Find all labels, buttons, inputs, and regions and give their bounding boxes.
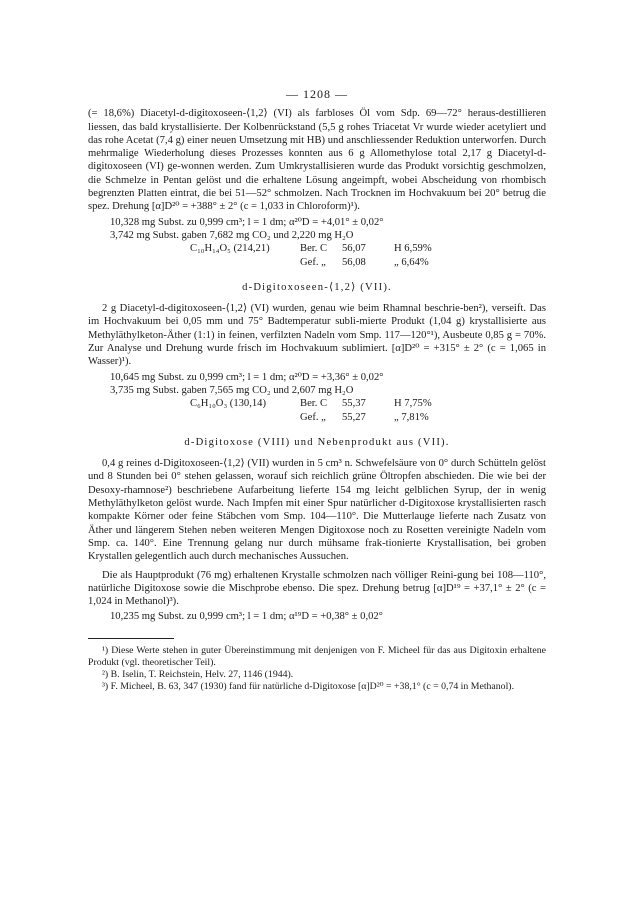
analysis-row-ber-2 — [88, 397, 546, 410]
rotation-measurement-3: 10,235 mg Subst. zu 0,999 cm³; l = 1 dm; α¹⁹D = +0,38° ± 0,02° — [110, 611, 383, 623]
paragraph-4: Die als Hauptprodukt (76 mg) erhaltenen Krystalle schmolzen nach völliger Reini-gung bei 108—110°, natürliche Digitoxose sowie die Mischprobe ebenso. Die spez. Drehung betrug [α]D¹⁹ = +37,1° ± 2° (c = 1,024 in Methanol)³). — [88, 569, 546, 608]
gef-label: Gef. „ — [300, 411, 326, 423]
paragraph-2: 2 g Diacetyl-d-digitoxoseen-⟨1,2⟩ (VI) wurden, genau wie beim Rhamnal beschrie-ben²), verseift. Das im Hochvakuum bei 0,05 mm und 75° Badtemperatur subli-mierte Produkt (1,04 g) krystallisierte aus Methyläthylketon-Äther (1:1) in feinen, verfilzten Nadeln vom Smp. 117—120°¹), Ausbeute 0,85 g = 70%. Zur Analyse und Drehung wurde frisch im Hochvakuum sublimiert. [α]D²⁰ = +315° ± 2° (c = 1,065 in Wasser)¹). — [88, 303, 546, 368]
combustion-result-2: 3,735 mg Subst. gaben 7,565 mg CO₂ und 2,607 mg H₂O — [110, 384, 354, 396]
ber-label: Ber. C — [300, 398, 328, 410]
combustion-result-1: 3,742 mg Subst. gaben 7,682 mg CO₂ und 2,220 mg H₂O — [110, 229, 354, 241]
gef-hydrogen-value: „ 7,81% — [394, 411, 429, 423]
section-heading-1: d-Digitoxoseen-⟨1,2⟩ (VII). — [242, 281, 392, 293]
analysis-row-gef-2 — [88, 411, 546, 424]
rotation-measurement-2: 10,645 mg Subst. zu 0,999 cm³; l = 1 dm; α²⁰D = +3,36° ± 0,02° — [110, 371, 384, 383]
footnote-2: ²) B. Iselin, T. Reichstein, Helv. 27, 1146 (1944). — [102, 669, 294, 681]
ber-hydrogen-value: H 6,59% — [394, 243, 432, 255]
gef-carbon-value: 55,27 — [342, 411, 366, 423]
gef-label: Gef. „ — [300, 256, 326, 268]
gef-hydrogen-value: „ 6,64% — [394, 256, 429, 268]
molecular-formula-1: C₁₀H₁₄O₅ (214,21) — [190, 243, 270, 255]
data-block-1 — [88, 216, 546, 269]
rotation-measurement-1: 10,328 mg Subst. zu 0,999 cm³; l = 1 dm; α²⁰D = +4,01° ± 0,02° — [110, 216, 384, 228]
molecular-formula-2: C₆H₁₀O₃ (130,14) — [190, 398, 266, 410]
document-page — [88, 88, 546, 694]
ber-carbon-value: 56,07 — [342, 243, 366, 255]
footnote-divider — [88, 638, 174, 639]
gef-carbon-value: 56,08 — [342, 256, 366, 268]
ber-hydrogen-value: H 7,75% — [394, 398, 432, 410]
section-heading-2: d-Digitoxose (VIII) und Nebenprodukt aus (VII). — [184, 436, 450, 448]
paragraph-3: 0,4 g reines d-Digitoxoseen-⟨1,2⟩ (VII) wurden in 5 cm³ n. Schwefelsäure von 0° durch Schütteln gelöst und 8 Stunden bei 0° stehen gelassen, worauf sich reichlich grüne Öltropfen abschieden. Die wie bei der Desoxy-rhamnose²) beschriebene Aufarbeitung lieferte 154 mg leicht gelblichen Syrup, der in wenig Methyläthylketon gelöst wurde. Nach Impfen mit einer Spur natürlicher d-Digitoxose krystallisierten rasch kompakte Körner oder feine Stäbchen vom Smp. 104—110°. Die Mutterlauge lieferte nach Zusatz von Äther und längerem Stehen neben weiteren Mengen Digitoxose noch zu Rosetten vereinigte Nadeln vom Smp. ca. 140°. Eine Trennung gelang nur durch mühsame frak-tionierte Krystallisation, bei groben Krystallen gelegentlich auch durch mechanisches Aussuchen. — [88, 458, 546, 563]
ber-carbon-value: 55,37 — [342, 398, 366, 410]
footnote-1: ¹) Diese Werte stehen in guter Übereinstimmung mit denjenigen von F. Micheel für das aus Digitoxin erhaltene Produkt (vgl. theoretischer Teil). — [88, 644, 546, 668]
ber-label: Ber. C — [300, 243, 328, 255]
footnote-3: ³) F. Micheel, B. 63, 347 (1930) fand für natürliche d-Digitoxose [α]D²⁰ = +38,1° (c = 0,74 in Methanol). — [102, 681, 515, 693]
paragraph-1: (= 18,6%) Diacetyl-d-digitoxoseen-⟨1,2⟩ (VI) als farbloses Öl vom Sdp. 69—72° heraus-destillieren liessen, das bald krystallisierte. Der Kolbenrückstand (5,5 g rohes Triacetat Vr wurde wieder acetyliert und das rohe Acetat (7,4 g) einer neuen Umsetzung mit HB) und anschliessender Reduktion unterworfen. Durch mehrmalige Wiederholung dieses Prozesses konnten aus 6 g Allomethylose total 2,17 g Diacetyl-d-digitoxoseen (VI) ge-wonnen werden. Zum Umkrystallisieren wurde das Produkt vorsichtig geschmolzen, die Schmelze in Pentan gelöst und die erhaltene Lösung angeimpft, wobei Abscheidung von rhombisch begrenzten Platten eintrat, die bei 51—52° schmolzen. Nach Trocknen im Hochvakuum bei 20° betrug die spez. Drehung [α]D²⁰ = +388° ± 2° (c = 1,033 in Chloroform)¹). — [88, 108, 546, 213]
analysis-row-gef-1 — [88, 256, 546, 269]
analysis-row-ber-1 — [88, 242, 546, 255]
data-block-2 — [88, 371, 546, 424]
page-number: — 1208 — — [286, 87, 348, 101]
data-block-3 — [88, 610, 546, 623]
